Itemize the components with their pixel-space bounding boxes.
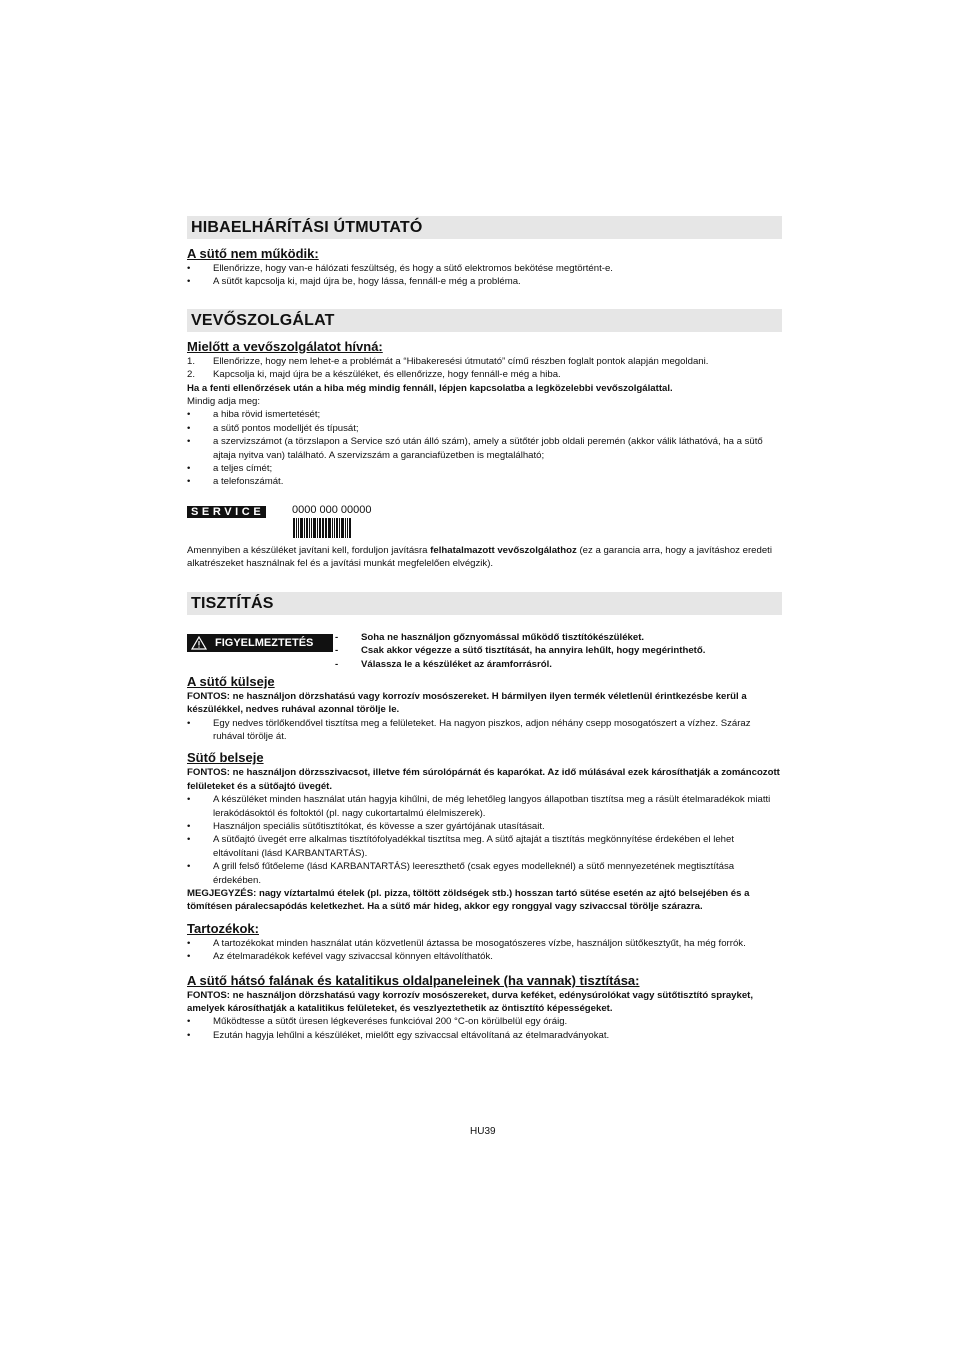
always-provide-label: Mindig adja meg: — [187, 396, 261, 408]
list-item: 2. Kapcsolja ki, majd újra be a készüléket, és ellenőrizze, hogy fennáll-e még a hiba. — [187, 369, 561, 381]
list-item: • a telefonszámát. — [187, 475, 782, 488]
subheading-oven-interior: Sütő belseje — [187, 750, 264, 766]
service-logo: SERVICE — [187, 506, 266, 518]
section-title-service: VEVŐSZOLGÁLAT — [187, 309, 782, 332]
list-item: • Ellenőrizze, hogy van-e hálózati feszültség, és hogy a sütő elektromos bekötése megtörtént-e. — [187, 262, 782, 275]
subheading-before-calling: Mielőtt a vevőszolgálatot hívná: — [187, 338, 383, 354]
subheading-rear-wall-cleaning: A sütő hátsó falának és katalitikus oldalpaneleinek (ha vannak) tisztítása: — [187, 972, 640, 988]
service-info-list — [187, 408, 782, 488]
service-steps-list — [187, 355, 782, 382]
list-item: • a szervizszámot (a törzslapon a Service szó után álló szám), amely a sütőtér jobb oldali peremén (akkor válik láthatóvá, ha a sütő ajtaja nyitva van) található. A szervizszám a garanciafüzetben is megtalálható; — [187, 435, 782, 462]
list-item: • Ezután hagyja lehűlni a készüléket, mielőtt egy szivaccsal eltávolítaná az ételmaradványokat. — [187, 1029, 782, 1042]
service-number: 0000 000 00000 — [292, 503, 372, 516]
service-label-graphic — [187, 504, 782, 544]
list-item: • A sütőt kapcsolja ki, majd újra be, hogy lássa, fennáll-e még a probléma. — [187, 275, 782, 288]
list-item: • a hiba rövid ismertetését; — [187, 408, 782, 421]
list-item: • a teljes címét; — [187, 462, 782, 475]
barcode-icon — [293, 518, 351, 538]
warning-triangle-icon — [191, 636, 207, 650]
rear-important: FONTOS: ne használjon dörzshatású vagy korrozív mosószereket, durva keféket, edénysúrolókat vagy sütőtisztító sprayket, amelyek károsíthatják a katalitikus felületeket, és veszlyeztethetik az öntisztító képességeket. — [187, 989, 754, 1014]
list-item: • a sütő pontos modelljét és típusát; — [187, 422, 782, 435]
accessories-list — [187, 937, 782, 964]
list-item: • Egy nedves törlőkendővel tisztítsa meg a felületeket. Ha nagyon piszkos, adjon néhány csepp mosogatószert a vízhez. Száraz ruhával törölje át. — [187, 717, 782, 744]
list-item: - Soha ne használjon gőznyomással működő tisztítókészüléket. — [335, 631, 705, 644]
list-item: • A tartozékokat minden használat után közvetlenül áztassa be mosogatószeres vízbe, használjon sütőkesztyűt, ha még forrók. — [187, 937, 782, 950]
warning-block — [187, 631, 782, 669]
section-title-cleaning: TISZTÍTÁS — [187, 592, 782, 615]
list-item: • A sütőajtó üvegét erre alkalmas tisztítófolyadékkal tisztítsa meg. A sütő ajtaját a tisztítás megkönnyítése érdekében el lehet eltávolítani (lásd KARBANTARTÁS). — [187, 833, 782, 860]
repair-paragraph: Amennyiben a készüléket javítani kell, forduljon javításra felhatalmazott vevőszolgálathoz (ez a garancia arra, hogy a javításhoz eredeti alkatrészeket használnak fel és a javítási munkát megfelelően elvégzik). — [187, 544, 772, 570]
service-bold-note: Ha a fenti ellenőrzések után a hiba még mindig fennáll, lépjen kapcsolatba a legközelebbi vevőszolgálattal. — [187, 382, 673, 394]
interior-list — [187, 793, 782, 887]
warning-badge — [187, 634, 333, 652]
warning-label: FIGYELMEZTETÉS — [215, 636, 314, 649]
list-item: • Az ételmaradékok kefével vagy szivaccsal könnyen eltávolíthatók. — [187, 950, 782, 963]
list-item: • A grill felső fűtőeleme (lásd KARBANTARTÁS) leereszthető (csak egyes modelleknél) a sütő mennyezetének megtisztítása érdekében. — [187, 860, 782, 887]
page-number: HU39 — [470, 1126, 496, 1137]
list-item: • Működtesse a sütőt üresen légkeveréses funkcióval 200 °C-on körülbelül egy óráig. — [187, 1015, 782, 1028]
exterior-list — [187, 717, 782, 744]
list-item: - Csak akkor végezze a sütő tisztítását, ha annyira lehűlt, hogy megérinthető. — [335, 644, 705, 657]
list-item: • A készüléket minden használat után hagyja kihűlni, de még lehetőleg langyos állapotban tisztítsa meg a rásült ételmaradékok miatti lerakódásoktól és foltoktól (pl. nagy cukortartalmú élelmiszerek). — [187, 793, 782, 820]
exterior-important: FONTOS: ne használjon dörzshatású vagy korrozív mosószereket. H bármilyen ilyen termék véletlenül érintkezésbe kerül a készülékkel, nedves ruhával azonnal törölje le. — [187, 690, 747, 716]
subheading-oven-not-working: A sütő nem működik: — [187, 246, 319, 261]
section-title-troubleshooting: HIBAELHÁRÍTÁSI ÚTMUTATÓ — [187, 216, 782, 239]
list-item: • Használjon speciális sütőtisztítókat, és kövesse a szer gyártójának utasításait. — [187, 820, 782, 833]
document-body — [187, 216, 782, 1042]
list-item: - Válassza le a készüléket az áramforrásról. — [335, 658, 705, 671]
subheading-accessories: Tartozékok: — [187, 920, 259, 936]
list-item: 1. Ellenőrizze, hogy nem lehet-e a problémát a “Hibakeresési útmutató” című részben foglalt pontok alapján megoldani. — [187, 355, 709, 367]
interior-important: FONTOS: ne használjon dörzsszivacsot, illetve fém súrolópárnát és kaparókat. Az idő múlásával ezek károsíthatják a zománcozott felületeket és a sütőajtó üvegét. — [187, 767, 780, 792]
interior-note: MEGJEGYZÉS: nagy víztartalmú ételek (pl. pizza, töltött zöldségek stb.) hosszan tartó sütése esetén az ajtó belsejében és a tömítésen páralecsapódás keletkezhet. Ha a sütő már hideg, akkor egy ronggyal vagy szivaccsal törölje szárazra. — [187, 887, 750, 913]
troubleshooting-list — [187, 262, 782, 289]
subheading-oven-exterior: A sütő külseje — [187, 673, 275, 689]
warning-list — [335, 631, 705, 671]
rear-list — [187, 1015, 782, 1042]
